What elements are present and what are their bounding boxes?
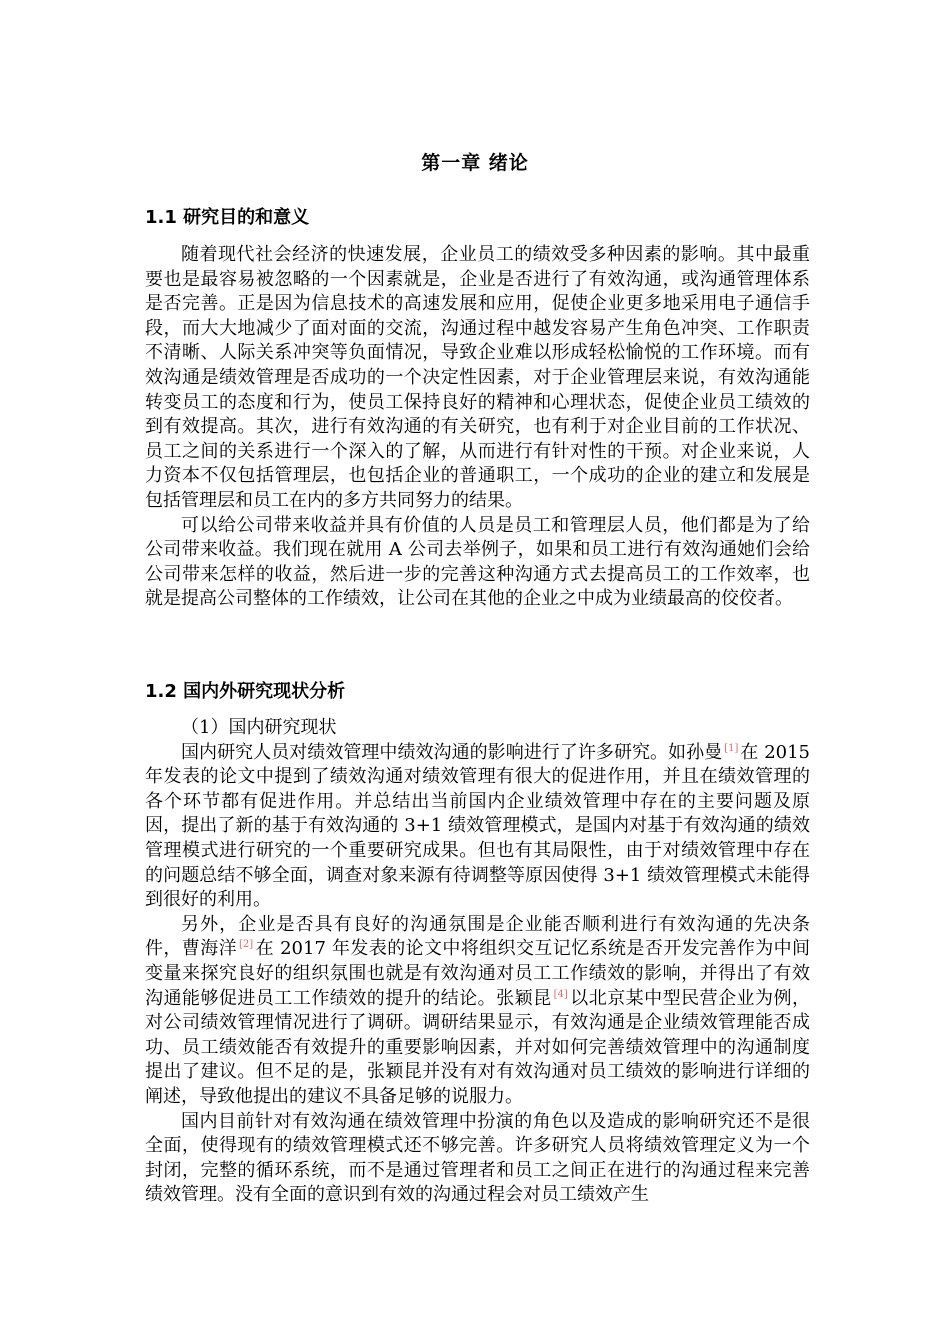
section-heading-1-1: 1.1 研究目的和意义: [145, 207, 310, 228]
paragraph: 国内目前针对有效沟通在绩效管理中扮演的角色以及造成的影响研究还不是很全面，使得现有的绩效管理模式还不够完善。许多研究人员将绩效管理定义为一个封闭，完整的循环系统，而不是通过管理者和员工之间正在进行的沟通过程来完善绩效管理。没有全面的意识到有效的沟通过程会对员工绩效产生: [145, 1110, 810, 1206]
subheading-domestic-research: （1）国内研究现状: [181, 717, 337, 738]
section-1-1-body: [145, 243, 810, 612]
section-1-2-body: [145, 716, 810, 1208]
chapter-title: 第一章 绪论: [421, 152, 529, 174]
paragraph-text: 另外，企业是否具有良好的沟通氛围是企业能否顺利进行有效沟通的先决条件，曹海洋: [145, 913, 810, 960]
section-heading-1-2: 1.2 国内外研究现状分析: [145, 681, 346, 702]
paragraph-text: 在 2015 年发表的论文中提到了绩效沟通对绩效管理有很大的促进作用，并且在绩效管理的各个环节都有促进作用。并总结出当前国内企业绩效管理中存在的主要问题及原因，提出了新的基于有效沟通的 3+1 绩效管理模式，是国内对基于有效沟通的绩效管理模式进行研究的一个重要研究成果。但也有其局限性，由于对绩效管理中存在的问题总结不够全面，调查对象来源有待调整等原因使得 3+1 绩效管理模式未能得到很好的利用。: [145, 741, 811, 911]
citation-ref[interactable]: [4]: [553, 988, 568, 1000]
paragraph-text: 以北京某中型民营企业为例，对公司绩效管理情况进行了调研。调研结果显示，有效沟通是企业绩效管理能否成功、员工绩效能否有效提升的重要影响因素，并对如何完善绩效管理中的沟通制度提出了建议。但不足的是，张颖昆并没有对有效沟通对员工绩效的影响进行详细的阐述，导致他提出的建议不具备足够的说服力。: [145, 987, 810, 1107]
paragraph-text: 在 2017 年发表的论文中将组织交互记忆系统是否开发完善作为中间变量来探究良好的组织氛围也就是有效沟通对员工工作绩效的影响，并得出了有效沟通能够促进员工工作绩效的提升的结论。张颖昆: [145, 938, 811, 1009]
paragraph: [145, 741, 810, 913]
paragraph-text: 国内研究人员对绩效管理中绩效沟通的影响进行了许多研究。如孙曼: [181, 741, 723, 763]
citation-ref[interactable]: [1]: [724, 742, 739, 754]
paragraph: 随着现代社会经济的快速发展，企业员工的绩效受多种因素的影响。其中最重要也是最容易被忽略的一个因素就是，企业是否进行了有效沟通，或沟通管理体系是否完善。正是因为信息技术的高速发展和应用，促使企业更多地采用电子通信手段，而大大地减少了面对面的交流，沟通过程中越发容易产生角色冲突、工作职责不清晰、人际关系冲突等负面情况，导致企业难以形成轻松愉悦的工作环境。而有效沟通是绩效管理是否成功的一个决定性因素，对于企业管理层来说，有效沟通能转变员工的态度和行为，使员工保持良好的精神和心理状态，促使企业员工绩效的到有效提高。其次，进行有效沟通的有关研究，也有利于对企业目前的工作状况、员工之间的关系进行一个深入的了解，从而进行有针对性的干预。对企业来说，人力资本不仅包括管理层，也包括企业的普通职工，一个成功的企业的建立和发展是包括管理层和员工在内的多方共同努力的结果。: [145, 244, 810, 511]
citation-ref[interactable]: [2]: [239, 939, 254, 951]
paragraph: 可以给公司带来收益并具有价值的人员是员工和管理层人员，他们都是为了给公司带来收益。我们现在就用 A 公司去举例子，如果和员工进行有效沟通她们会给公司带来怎样的收益，然后进一步的完善这种沟通方式去提高员工的工作效率，也就是提高公司整体的工作绩效，让公司在其他的企业之中成为业绩最高的佼佼者。: [145, 514, 810, 610]
paragraph: [145, 913, 810, 1110]
